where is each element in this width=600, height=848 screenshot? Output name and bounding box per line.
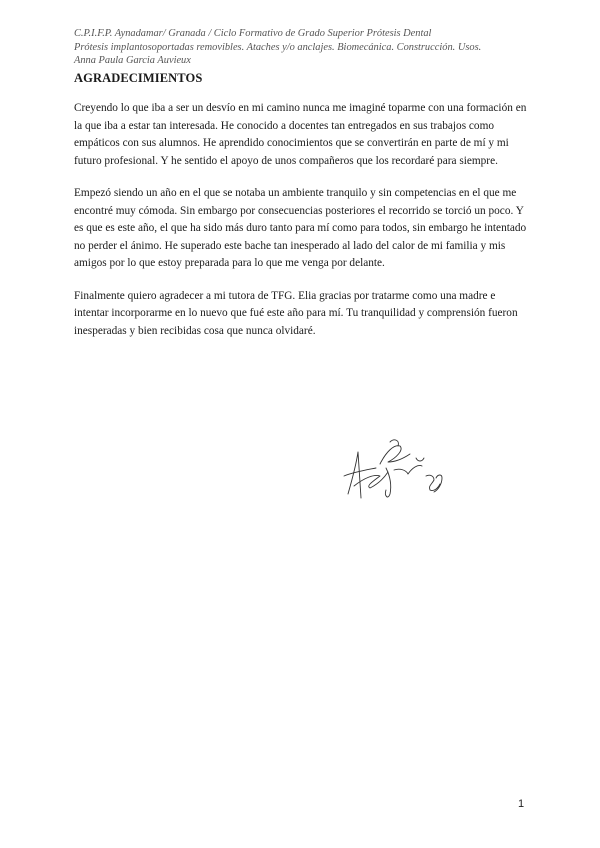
page-title: AGRADECIMIENTOS: [74, 71, 203, 85]
paragraph-3: Finalmente quiero agradecer a mi tutora de TFG. Elia gracias por tratarme como una madre e intentar incorporarme en lo nuevo que fué este año para mí. Tu tranquilidad y comprensión fueron inesperadas y bien recibidas cosa que nunca olvidaré.: [74, 289, 518, 337]
page-header: [74, 27, 544, 68]
header-line-subject: Prótesis implantosoportadas removibles. Ataches y/o anclajes. Biomecánica. Construcción. Usos.: [74, 41, 482, 53]
header-line-institution: C.P.I.F.P. Aynadamar/ Granada / Ciclo Formativo de Grado Superior Prótesis Dental: [74, 28, 432, 39]
header-line-author: Anna Paula Garcia Auvieux: [74, 55, 191, 67]
body-text: [74, 100, 530, 355]
page-number: 1: [518, 798, 525, 810]
paragraph-1: Creyendo lo que iba a ser un desvío en mi camino nunca me imaginé toparme con una formación en la que iba a estar tan interesada. He conocido a docentes tan entregados en sus trabajos como empáticos con sus alumnos. He aprendido conocimientos que se convertirán en parte de mí y mi futuro profesional. Y he sentido el apoyo de unos compañeros que los recordaré para siempre.: [74, 102, 527, 167]
paragraph-2: Empezó siendo un año en el que se notaba un ambiente tranquilo y sin competencias en el que me encontré muy cómoda. Sin embargo por consecuencias posteriores el recorrido se torció un poco. Y es que es este año, el que ha sido más duro tanto para mí como para todos, sin embargo he intentado no perder el ánimo. He superado este bache tan inesperado al lado del calor de mi familia y mis amigos por lo que estoy preparada para lo que me venga por delante.: [74, 187, 527, 269]
handwritten-signature: [330, 428, 470, 508]
